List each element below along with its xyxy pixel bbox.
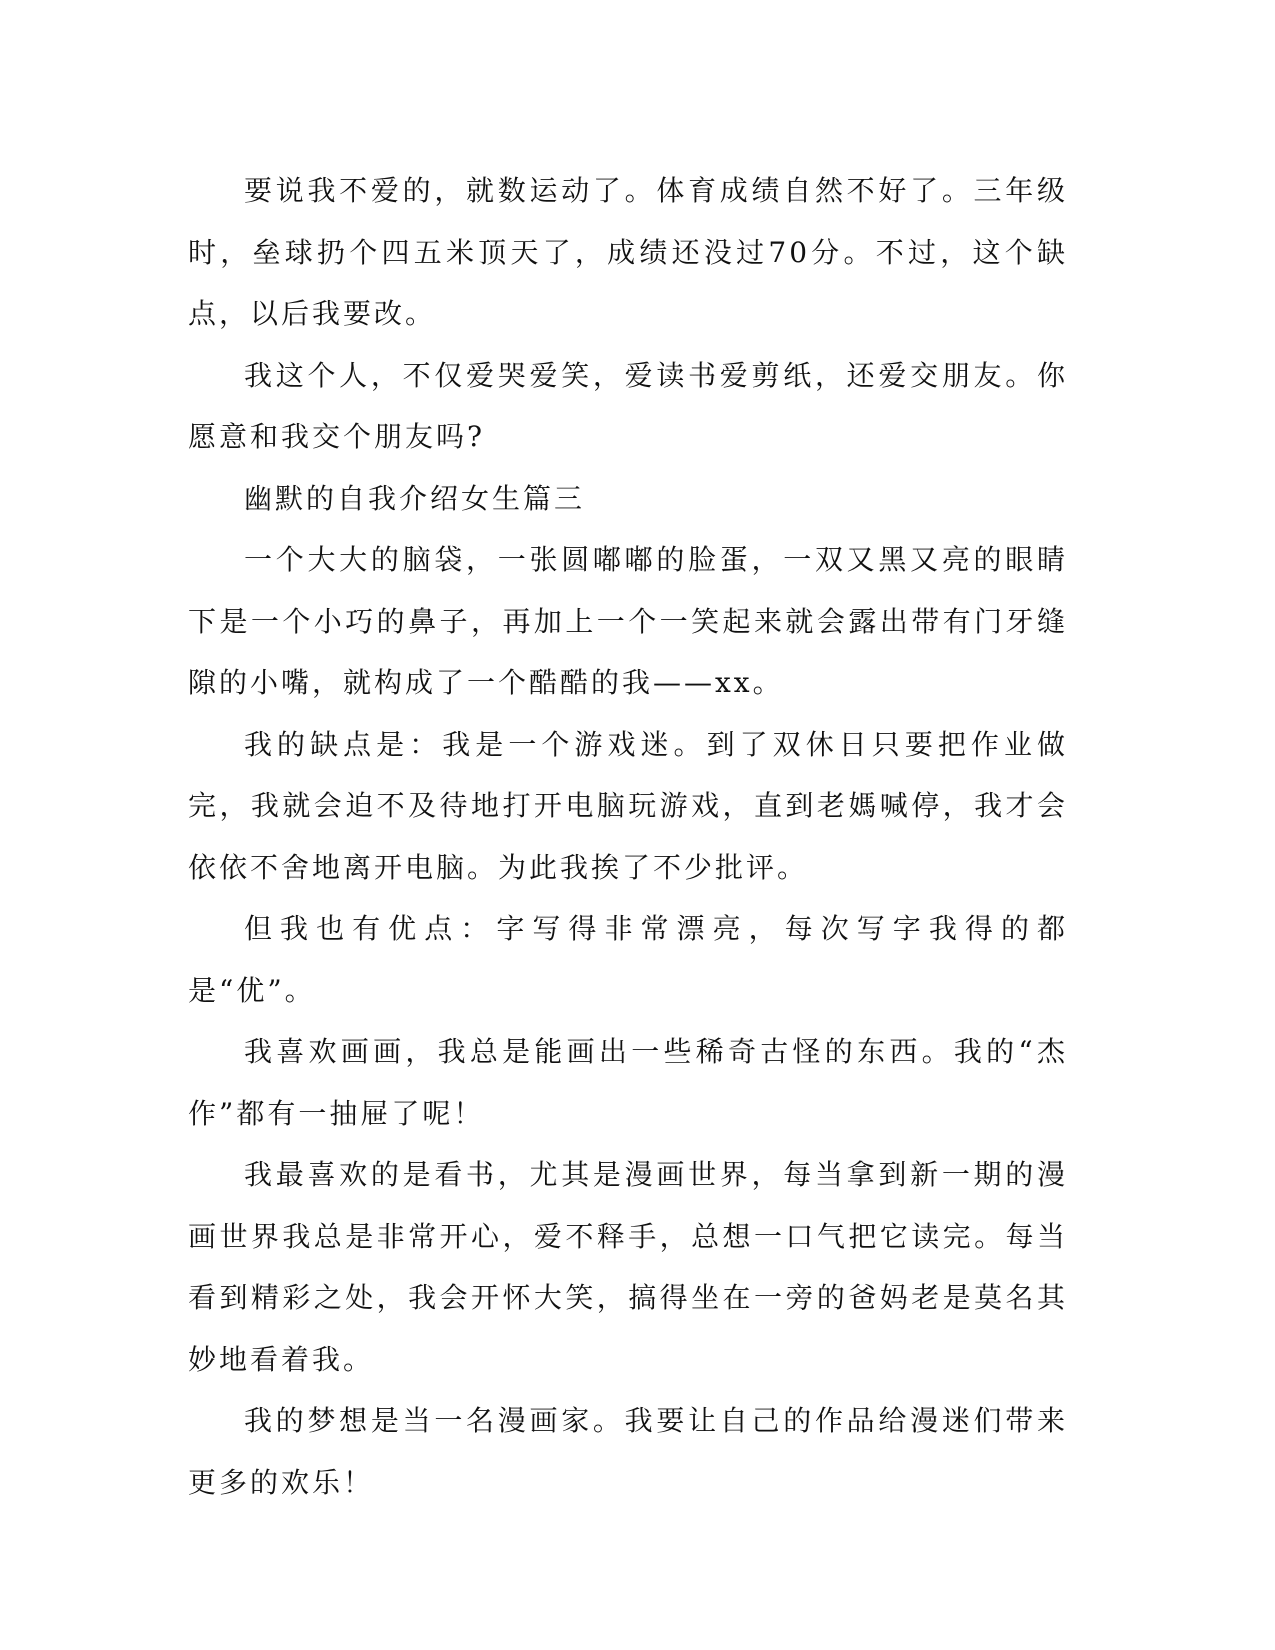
paragraph-appearance: 一个大大的脑袋，一张圆嘟嘟的脸蛋，一双又黑又亮的眼睛下是一个小巧的鼻子，再加上一个一笑起来就会露出带有门牙缝隙的小嘴，就构成了一个酷酷的我——xx。 [188,543,1068,699]
paragraph-strength: 但我也有优点：字写得非常漂亮，每次写字我得的都是“优”。 [188,912,1068,1007]
paragraph-sports: 要说我不爱的，就数运动了。体育成绩自然不好了。三年级时，垒球扔个四五米顶天了，成绩还没过70分。不过，这个缺点，以后我要改。 [188,174,1068,330]
paragraph-dream: 我的梦想是当一名漫画家。我要让自己的作品给漫迷们带来更多的欢乐！ [188,1404,1068,1499]
document-page [188,160,1068,1513]
paragraph-friends: 我这个人，不仅爱哭爱笑，爱读书爱剪纸，还爱交朋友。你愿意和我交个朋友吗? [188,358,1068,453]
paragraph-weakness: 我的缺点是：我是一个游戏迷。到了双休日只要把作业做完，我就会迫不及待地打开电脑玩游戏，直到老媽喊停，我才会依依不舍地离开电脑。为此我挨了不少批评。 [188,727,1068,884]
paragraph-reading: 我最喜欢的是看书，尤其是漫画世界，每当拿到新一期的漫画世界我总是非常开心，爱不释手，总想一口气把它读完。每当看到精彩之处，我会开怀大笑，搞得坐在一旁的爸妈老是莫名其妙地看着我。 [188,1158,1068,1376]
section-heading: 幽默的自我介绍女生篇三 [244,481,586,515]
paragraph-drawing: 我喜欢画画，我总是能画出一些稀奇古怪的东西。我的“杰作”都有一抽屉了呢！ [188,1035,1068,1130]
